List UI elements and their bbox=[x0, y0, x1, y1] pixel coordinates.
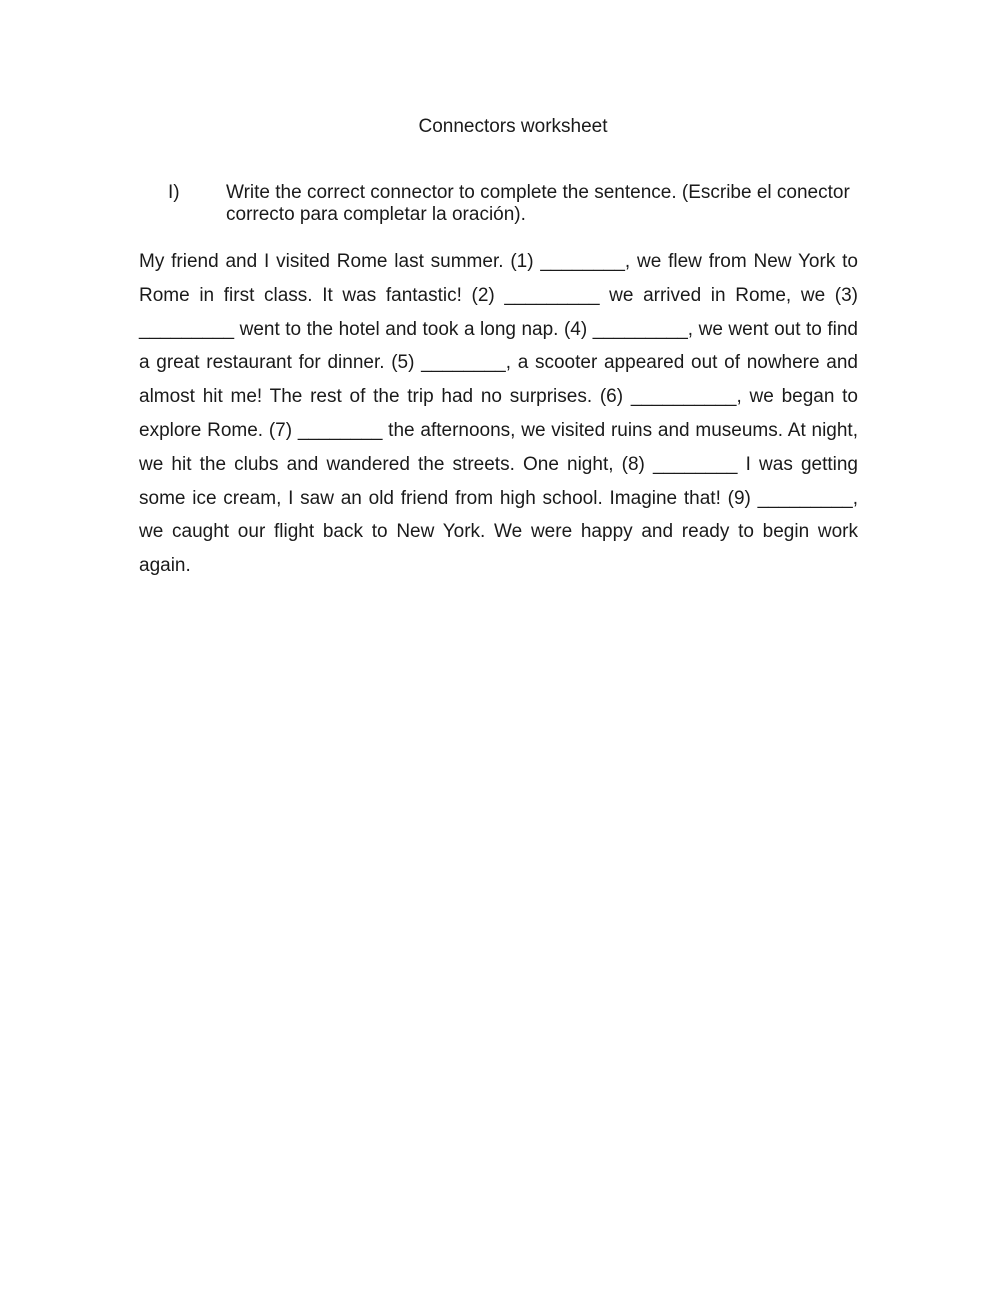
worksheet-title: Connectors worksheet bbox=[418, 116, 608, 137]
exercise-number: I) bbox=[168, 182, 180, 203]
story-paragraph: My friend and I visited Rome last summer. (1) ________, we flew from New York to Rome in first class. It was fantastic! (2) _________ we arrived in Rome, we (3) _________ went to the hotel and took a long nap. (4) _________, we went out to find a great restaurant for dinner. (5) ________, a scooter appeared out of nowhere and almost hit me! The rest of the trip had no surprises. (6) __________, we began to explore Rome. (7) ________ the afternoons, we visited ruins and museums. At night, we hit the clubs and wandered the streets. One night, (8) ________ I was getting some ice cream, I saw an old friend from high school. Imagine that! (9) _________, we caught our flight back to New York. We were happy and ready to begin work again. bbox=[139, 251, 858, 577]
exercise-instruction-text: Write the correct connector to complete the sentence. (Escribe el conector correcto para completar la oración). bbox=[226, 182, 850, 225]
